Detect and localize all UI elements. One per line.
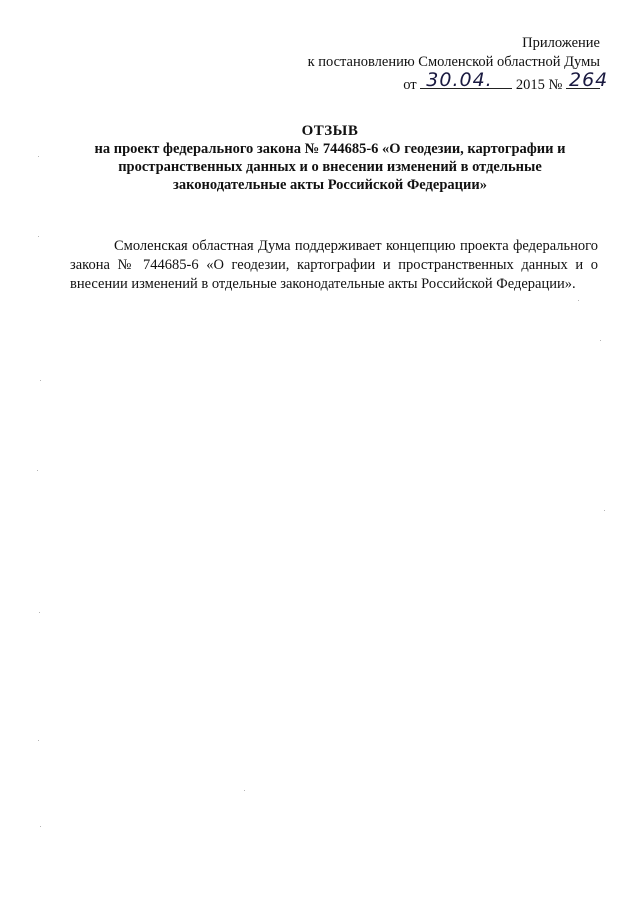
number-blank <box>566 69 609 91</box>
scan-speck <box>37 470 38 471</box>
scan-speck <box>38 740 39 741</box>
handwritten-date: 30.04. <box>426 69 493 91</box>
handwritten-number: 264 <box>569 69 609 91</box>
document-heading: ОТЗЫВ <box>301 123 359 139</box>
appendix-date-line <box>220 69 609 95</box>
scan-speck <box>40 380 41 381</box>
document-subtitle-line-1: на проект федерального закона № 744685-6 «О геодезии, картографии и <box>94 141 566 157</box>
scan-speck <box>40 826 41 827</box>
scan-speck <box>600 340 601 341</box>
scan-speck <box>38 236 39 237</box>
document-subtitle-line-2: пространственных данных и о внесении изменений в отдельные <box>118 159 542 175</box>
appendix-label: Приложение <box>522 35 600 51</box>
body-paragraph: Смоленская областная Дума поддерживает концепцию проекта федерального закона № 744685-6 «О геодезии, картографии и пространственных данных и о внесении изменений в отдельные законодательные акты Российской Федерации». <box>70 237 598 292</box>
scan-speck <box>604 510 605 511</box>
date-prefix: от <box>403 77 417 93</box>
appendix-header <box>220 34 609 95</box>
date-blank <box>420 69 512 91</box>
document-subtitle-line-3: законодательные акты Российской Федерации» <box>173 177 487 193</box>
scan-speck <box>38 156 39 157</box>
scan-speck <box>39 612 40 613</box>
appendix-resolution-reference: к постановлению Смоленской областной Думы <box>307 54 600 70</box>
scan-speck <box>578 300 579 301</box>
scan-speck <box>244 790 245 791</box>
year-and-number-label: 2015 № <box>515 77 563 93</box>
document-title-block <box>70 122 590 194</box>
